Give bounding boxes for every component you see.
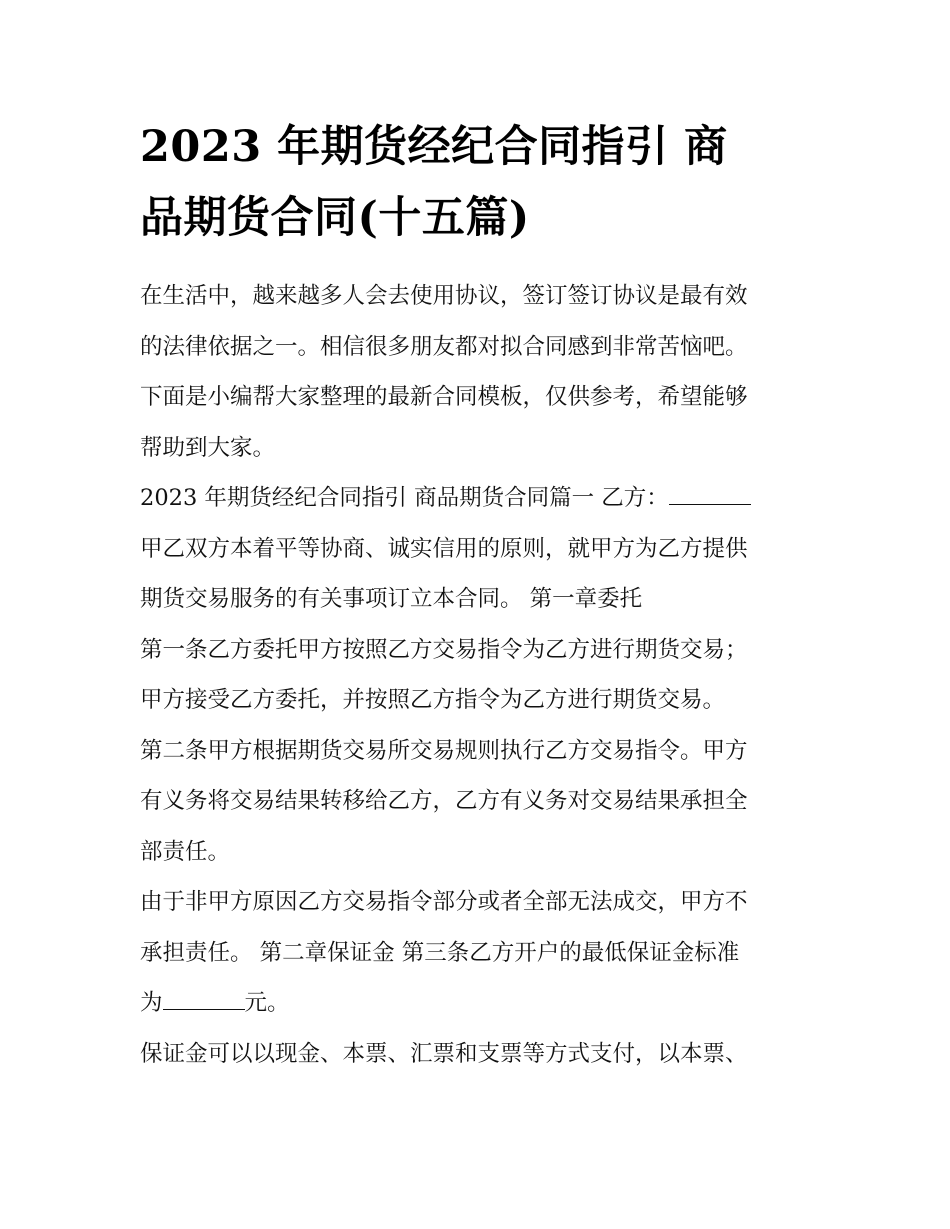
intro-line-2: 的法律依据之一。相信很多朋友都对拟合同感到非常苦恼吧。 <box>140 333 748 360</box>
article-2b-line-1: 由于非甲方原因乙方交易指令部分或者全部无法成交，甲方不 <box>140 889 748 915</box>
intro-line-3: 下面是小编帮大家整理的最新合同模板，仅供参考，希望能够 <box>140 384 748 410</box>
article-2b-line-2: 承担责任。 第二章保证金 第三条乙方开户的最低保证金标准 <box>140 939 740 966</box>
document-title <box>140 112 820 254</box>
title-line-1: 2023 年期货经纪合同指引 商 <box>140 122 728 172</box>
deposit-line-1: 保证金可以以现金、本票、汇票和支票等方式支付，以本票、 <box>140 1040 748 1067</box>
amount-suffix: 元。 <box>244 990 290 1016</box>
deposit-paragraph <box>140 1029 820 1080</box>
principle-line-2: 期货交易服务的有关事项订立本合同。 第一章委托 <box>140 586 643 612</box>
article-1-line-2: 甲方接受乙方委托，并按照乙方指令为乙方进行期货交易。 <box>140 687 726 713</box>
section-heading-text: 2023 年期货经纪合同指引 商品期货合同篇一 乙方： <box>140 485 669 511</box>
document-content <box>140 112 820 1079</box>
intro-line-4: 帮助到大家。 <box>140 434 276 461</box>
article-2-line-3: 部责任。 <box>140 838 231 865</box>
intro-paragraph <box>140 271 820 473</box>
principle-paragraph <box>140 524 820 625</box>
article-2-line-2: 有义务将交易结果转移给乙方，乙方有义务对交易结果承担全 <box>140 788 748 814</box>
section-heading-paragraph <box>140 473 820 524</box>
principle-line-1: 甲乙双方本着平等协商、诚实信用的原则，就甲方为乙方提供 <box>140 535 748 562</box>
amount-line <box>140 978 820 1029</box>
intro-line-1: 在生活中，越来越多人会去使用协议，签订签订协议是最有效 <box>140 283 748 309</box>
deposit-amount-blank <box>163 991 245 1010</box>
amount-prefix: 为 <box>140 990 163 1016</box>
article-1-line-1: 第一条乙方委托甲方按照乙方交易指令为乙方进行期货交易； <box>140 636 748 663</box>
title-line-2: 品期货合同(十五篇) <box>140 193 530 243</box>
document-body <box>140 271 820 1079</box>
article-2b-paragraph <box>140 877 820 1029</box>
article-1-paragraph <box>140 625 820 726</box>
section-heading-line <box>140 473 820 524</box>
article-2-paragraph <box>140 726 820 878</box>
party-b-blank <box>669 486 751 505</box>
article-2-line-1: 第二条甲方根据期货交易所交易规则执行乙方交易指令。甲方 <box>140 737 748 764</box>
